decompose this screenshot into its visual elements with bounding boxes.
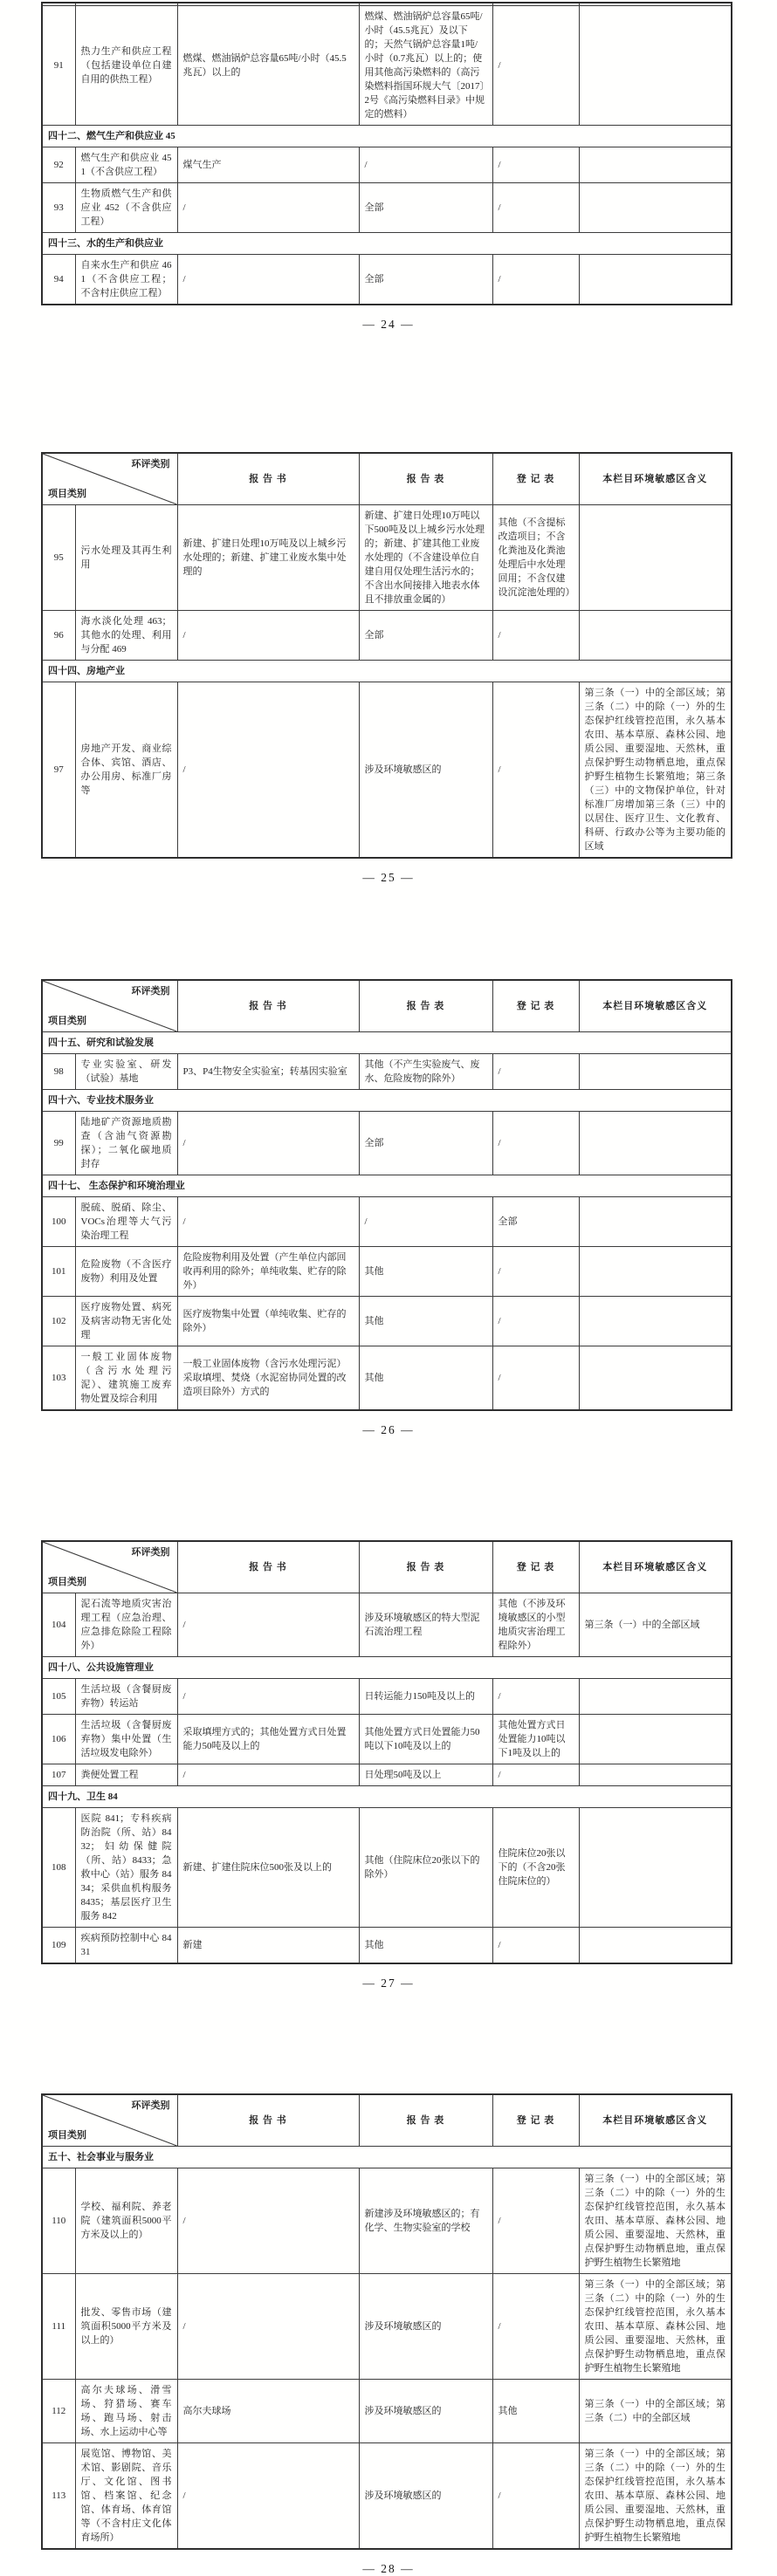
- header-registration-form: 登 记 表: [492, 453, 579, 505]
- cell-report-book: /: [177, 2168, 359, 2274]
- eia-classification-table: [41, 2093, 732, 2550]
- cell-registration-form: /: [492, 6, 579, 126]
- cell-report-form: 涉及环境敏感区的: [359, 2274, 492, 2380]
- cell-report-form: 其他: [359, 1928, 492, 1964]
- cell-project-category: 展览馆、博物馆、美术馆、影剧院、音乐厅、文化馆、图书馆、档案馆、纪念馆、体育场、体育馆等（不含村庄文化体育场所）: [75, 2443, 177, 2550]
- cell-registration-form: /: [492, 2168, 579, 2274]
- item-row: [42, 505, 732, 611]
- cell-report-form: 新建涉及环境敏感区的；有化学、生物实验室的学校: [359, 2168, 492, 2274]
- item-row: [42, 1197, 732, 1247]
- item-row: [42, 255, 732, 305]
- header-eia-category-label: 环评类别: [131, 986, 170, 997]
- page-26: [0, 979, 777, 1437]
- page-number: — 24 —: [362, 318, 415, 331]
- header-project-category-label: 项目类别: [48, 2130, 86, 2141]
- header-report-book: 报 告 书: [177, 980, 359, 1032]
- industry-section-row: [42, 1032, 732, 1054]
- cell-registration-form: /: [492, 2274, 579, 2380]
- cell-sensitive-area-meaning: 第三条（一）中的全部区域；第三条（二）中的除（一）外的生态保护红线管控范围，永久基本农田、基本草原、森林公园、地质公园、重要湿地、天然林，重点保护野生动物栖息地，重点保护野生植物生长繁殖地: [579, 2274, 732, 2380]
- cell-report-book: 危险废物利用及处置（产生单位内部回收再利用的除外；单纯收集、贮存的除外）: [177, 1247, 359, 1297]
- cell-report-book: /: [177, 183, 359, 233]
- cell-registration-form: /: [492, 682, 579, 859]
- cell-serial-number: 96: [42, 611, 75, 661]
- cell-report-form: 日转运能力150吨及以上的: [359, 1679, 492, 1715]
- industry-section-title: 四十五、研究和试验发展: [42, 1032, 732, 1054]
- cell-registration-form: /: [492, 1247, 579, 1297]
- item-row: [42, 147, 732, 183]
- cell-registration-form: 住院床位20张以下的（不含20张住院床位的）: [492, 1808, 579, 1928]
- cell-sensitive-area-meaning: [579, 1197, 732, 1247]
- cell-project-category: 疾病预防控制中心 8431: [75, 1928, 177, 1964]
- cell-report-form: 涉及环境敏感区的: [359, 2380, 492, 2443]
- cell-registration-form: /: [492, 1112, 579, 1175]
- cell-sensitive-area-meaning: 第三条（一）中的全部区域；第三条（二）中的除（一）外的生态保护红线管控范围，永久基本农田、基本草原、森林公园、地质公园、重要湿地、天然林，重点保护野生动物栖息地，重点保护野生植物生长繁殖地；第三条（三）中的文物保护单位，针对标准厂房增加第三条（三）中的以居住、医疗卫生、文化教育、科研、行政办公等为主要功能的区域: [579, 682, 732, 859]
- table-header-row: [42, 1541, 732, 1593]
- eia-classification-table: [41, 1540, 732, 1964]
- cell-report-form: 涉及环境敏感区的: [359, 2443, 492, 2550]
- cell-project-category: 危险废物（不含医疗废物）利用及处置: [75, 1247, 177, 1297]
- cell-sensitive-area-meaning: [579, 1715, 732, 1764]
- cell-serial-number: 94: [42, 255, 75, 305]
- cell-report-form: 全部: [359, 611, 492, 661]
- cell-report-form: /: [359, 1197, 492, 1247]
- industry-section-title: 四十四、房地产业: [42, 661, 732, 682]
- cell-serial-number: 105: [42, 1679, 75, 1715]
- cell-report-book: /: [177, 2274, 359, 2380]
- item-row: [42, 1247, 732, 1297]
- cell-report-form: 其他: [359, 1346, 492, 1411]
- header-report-form: 报 告 表: [359, 2094, 492, 2147]
- header-project-category-label: 项目类别: [48, 1577, 86, 1587]
- table-header-row: [42, 453, 732, 505]
- cell-serial-number: 103: [42, 1346, 75, 1411]
- scanned-document-canvas: [0, 2, 777, 2575]
- eia-classification-table: [41, 979, 732, 1411]
- cell-project-category: 医院 841；专科疾病防治院（所、站）8432；妇幼保健院（所、站）8433；急救中心（站）服务 8434；采供血机构服务 8435；基层医疗卫生服务 842: [75, 1808, 177, 1928]
- header-project-category-label: 项目类别: [48, 1016, 86, 1026]
- cell-project-category: 污水处理及其再生利用: [75, 505, 177, 611]
- cell-project-category: 粪便处置工程: [75, 1764, 177, 1786]
- cell-report-book: 新建、扩建日处理10万吨及以上城乡污水处理的；新建、扩建工业废水集中处理的: [177, 505, 359, 611]
- cell-report-book: 燃煤、燃油锅炉总容量65吨/小时（45.5兆瓦）以上的: [177, 6, 359, 126]
- industry-section-row: [42, 661, 732, 682]
- cell-serial-number: 95: [42, 505, 75, 611]
- cell-sensitive-area-meaning: [579, 1112, 732, 1175]
- cell-report-form: 其他处置方式日处置能力50吨以下10吨及以上的: [359, 1715, 492, 1764]
- cell-project-category: 医疗废物处置、病死及病害动物无害化处理: [75, 1297, 177, 1346]
- cell-report-form: 燃煤、燃油锅炉总容量65吨/小时（45.5兆瓦）及以下的；天然气锅炉总容量1吨/小时（0.7兆瓦）以上的；使用其他高污染燃料的（高污染燃料指国环规大气〔2017〕2号《高污染燃料目录》中规定的燃料）: [359, 6, 492, 126]
- cell-registration-form: /: [492, 1928, 579, 1964]
- cell-serial-number: 102: [42, 1297, 75, 1346]
- cell-project-category: 脱硫、脱硝、除尘、VOCs治理等大气污染治理工程: [75, 1197, 177, 1247]
- industry-section-row: [42, 1175, 732, 1197]
- cell-report-form: 全部: [359, 1112, 492, 1175]
- header-report-book: 报 告 书: [177, 1541, 359, 1593]
- cell-report-form: /: [359, 147, 492, 183]
- cell-report-form: 全部: [359, 255, 492, 305]
- item-row: [42, 6, 732, 126]
- cell-serial-number: 106: [42, 1715, 75, 1764]
- industry-section-row: [42, 1090, 732, 1112]
- cell-sensitive-area-meaning: [579, 1247, 732, 1297]
- cell-report-book: 一般工业固体废物（含污水处理污泥）采取填埋、焚烧（水泥窑协同处置的改造项目除外）方式的: [177, 1346, 359, 1411]
- industry-section-row: [42, 233, 732, 255]
- cell-registration-form: /: [492, 611, 579, 661]
- cell-report-form: 其他: [359, 1247, 492, 1297]
- item-row: [42, 1297, 732, 1346]
- cell-sensitive-area-meaning: [579, 1764, 732, 1786]
- cell-registration-form: /: [492, 1764, 579, 1786]
- header-diagonal-cell: [42, 1541, 177, 1593]
- header-eia-category-label: 环评类别: [131, 2100, 170, 2111]
- cell-serial-number: 93: [42, 183, 75, 233]
- item-row: [42, 1928, 732, 1964]
- cell-serial-number: 104: [42, 1593, 75, 1657]
- header-registration-form: 登 记 表: [492, 980, 579, 1032]
- cell-project-category: 学校、福利院、养老院（建筑面积5000平方米及以上的）: [75, 2168, 177, 2274]
- cell-report-form: 其他（住院床位20张以下的除外）: [359, 1808, 492, 1928]
- cell-serial-number: 101: [42, 1247, 75, 1297]
- cell-registration-form: /: [492, 1054, 579, 1090]
- cell-sensitive-area-meaning: [579, 255, 732, 305]
- cell-serial-number: 113: [42, 2443, 75, 2550]
- header-eia-category-label: 环评类别: [131, 1547, 170, 1558]
- cell-report-book: /: [177, 611, 359, 661]
- cell-sensitive-area-meaning: 第三条（一）中的全部区域: [579, 1593, 732, 1657]
- cell-registration-form: /: [492, 1297, 579, 1346]
- industry-section-row: [42, 1657, 732, 1679]
- industry-section-title: 四十三、水的生产和供应业: [42, 233, 732, 255]
- industry-section-row: [42, 126, 732, 147]
- header-diagonal-cell: [42, 453, 177, 505]
- header-report-book: 报 告 书: [177, 453, 359, 505]
- cell-sensitive-area-meaning: [579, 505, 732, 611]
- industry-section-title: 五十、社会事业与服务业: [42, 2147, 732, 2168]
- header-report-book: 报 告 书: [177, 2094, 359, 2147]
- cell-project-category: 海水淡化处理 463；其他水的处理、利用与分配 469: [75, 611, 177, 661]
- page-24: [0, 2, 777, 332]
- cell-serial-number: 112: [42, 2380, 75, 2443]
- header-diagonal-cell: [42, 980, 177, 1032]
- cell-sensitive-area-meaning: 第三条（一）中的全部区域；第三条（二）中的除（一）外的生态保护红线管控范围，永久基本农田、基本草原、森林公园、地质公园、重要湿地、天然林，重点保护野生动物栖息地，重点保护野生植物生长繁殖地: [579, 2443, 732, 2550]
- industry-section-row: [42, 1786, 732, 1808]
- item-row: [42, 1679, 732, 1715]
- cell-project-category: 一般工业固体废物（含污水处理污泥）、建筑施工废弃物处置及综合利用: [75, 1346, 177, 1411]
- cell-project-category: 房地产开发、商业综合体、宾馆、酒店、办公用房、标准厂房等: [75, 682, 177, 859]
- cell-sensitive-area-meaning: [579, 6, 732, 126]
- cell-sensitive-area-meaning: [579, 1679, 732, 1715]
- cell-registration-form: 其他（不涉及环境敏感区的小型地质灾害治理工程除外）: [492, 1593, 579, 1657]
- page-25: [0, 452, 777, 885]
- header-sensitive-area-meaning: 本栏目环境敏感区含义: [579, 1541, 732, 1593]
- cell-project-category: 陆地矿产资源地质勘查（含油气资源勘探）；二氧化碳地质封存: [75, 1112, 177, 1175]
- item-row: [42, 2274, 732, 2380]
- item-row: [42, 1112, 732, 1175]
- cell-project-category: 生活垃圾（含餐厨废弃物）转运站: [75, 1679, 177, 1715]
- cell-sensitive-area-meaning: [579, 611, 732, 661]
- industry-section-title: 四十八、公共设施管理业: [42, 1657, 732, 1679]
- cell-project-category: 高尔夫球场、滑雪场、狩猎场、赛车场、跑马场、射击场、水上运动中心等: [75, 2380, 177, 2443]
- cell-sensitive-area-meaning: 第三条（一）中的全部区域；第三条（二）中的除（一）外的生态保护红线管控范围，永久基本农田、基本草原、森林公园、地质公园、重要湿地、天然林，重点保护野生动物栖息地，重点保护野生植物生长繁殖地: [579, 2168, 732, 2274]
- cell-registration-form: 其他处置方式日处置能力10吨以下1吨及以上的: [492, 1715, 579, 1764]
- eia-classification-table: [41, 2, 732, 305]
- item-row: [42, 183, 732, 233]
- cell-registration-form: /: [492, 255, 579, 305]
- table-header-row: [42, 980, 732, 1032]
- cell-sensitive-area-meaning: [579, 1054, 732, 1090]
- cell-report-book: /: [177, 1679, 359, 1715]
- header-project-category-label: 项目类别: [48, 489, 86, 499]
- cell-report-form: 其他（不产生实验废气、废水、危险废物的除外）: [359, 1054, 492, 1090]
- industry-section-title: 四十九、卫生 84: [42, 1786, 732, 1808]
- industry-section-title: 四十七、 生态保护和环境治理业: [42, 1175, 732, 1197]
- cell-sensitive-area-meaning: [579, 147, 732, 183]
- item-row: [42, 682, 732, 859]
- cell-sensitive-area-meaning: [579, 1297, 732, 1346]
- header-eia-category-label: 环评类别: [131, 459, 170, 469]
- cell-report-book: 新建: [177, 1928, 359, 1964]
- item-row: [42, 1808, 732, 1928]
- cell-report-book: 医疗废物集中处置（单纯收集、贮存的除外）: [177, 1297, 359, 1346]
- cell-registration-form: /: [492, 1346, 579, 1411]
- header-registration-form: 登 记 表: [492, 2094, 579, 2147]
- item-row: [42, 1593, 732, 1657]
- cell-registration-form: /: [492, 147, 579, 183]
- header-sensitive-area-meaning: 本栏目环境敏感区含义: [579, 980, 732, 1032]
- cell-sensitive-area-meaning: [579, 1346, 732, 1411]
- page-number: — 25 —: [362, 871, 415, 884]
- cell-serial-number: 97: [42, 682, 75, 859]
- item-row: [42, 1715, 732, 1764]
- header-report-form: 报 告 表: [359, 453, 492, 505]
- cell-project-category: 自来水生产和供应 461（不含供应工程；不含村庄供应工程）: [75, 255, 177, 305]
- cell-serial-number: 100: [42, 1197, 75, 1247]
- cell-report-book: /: [177, 2443, 359, 2550]
- cell-report-form: 全部: [359, 183, 492, 233]
- cell-report-form: 其他: [359, 1297, 492, 1346]
- cell-report-book: 新建、扩建住院床位500张及以上的: [177, 1808, 359, 1928]
- header-report-form: 报 告 表: [359, 980, 492, 1032]
- page-number: — 26 —: [362, 1423, 415, 1436]
- industry-section-row: [42, 2147, 732, 2168]
- cell-report-book: P3、P4生物安全实验室；转基因实验室: [177, 1054, 359, 1090]
- cell-sensitive-area-meaning: 第三条（一）中的全部区域；第三条（二）中的全部区域: [579, 2380, 732, 2443]
- page-28: [0, 2093, 777, 2576]
- cell-report-book: /: [177, 1764, 359, 1786]
- cell-project-category: 泥石流等地质灾害治理工程（应急治理、应急排危除险工程除外）: [75, 1593, 177, 1657]
- cell-report-form: 涉及环境敏感区的特大型泥石流治理工程: [359, 1593, 492, 1657]
- cell-report-book: 高尔夫球场: [177, 2380, 359, 2443]
- page-number: — 28 —: [362, 2562, 415, 2575]
- cell-serial-number: 109: [42, 1928, 75, 1964]
- header-report-form: 报 告 表: [359, 1541, 492, 1593]
- header-registration-form: 登 记 表: [492, 1541, 579, 1593]
- cell-project-category: 批发、零售市场（建筑面积5000平方米及以上的）: [75, 2274, 177, 2380]
- industry-section-title: 四十六、专业技术服务业: [42, 1090, 732, 1112]
- item-row: [42, 1764, 732, 1786]
- item-row: [42, 611, 732, 661]
- cell-sensitive-area-meaning: [579, 183, 732, 233]
- cell-registration-form: /: [492, 183, 579, 233]
- cell-serial-number: 98: [42, 1054, 75, 1090]
- cell-registration-form: 其他（不含提标改造项目；不含化粪池及化粪池处理后中水处理回用；不含仅建设沉淀池处理的）: [492, 505, 579, 611]
- item-row: [42, 2443, 732, 2550]
- cell-serial-number: 99: [42, 1112, 75, 1175]
- cell-report-book: /: [177, 682, 359, 859]
- cell-project-category: 生活垃圾（含餐厨废弃物）集中处置（生活垃圾发电除外）: [75, 1715, 177, 1764]
- item-row: [42, 2168, 732, 2274]
- item-row: [42, 1346, 732, 1411]
- header-diagonal-cell: [42, 2094, 177, 2147]
- cell-registration-form: /: [492, 2443, 579, 2550]
- cell-registration-form: 全部: [492, 1197, 579, 1247]
- cell-serial-number: 91: [42, 6, 75, 126]
- cell-project-category: 专业实验室、研发（试验）基地: [75, 1054, 177, 1090]
- cell-report-book: 煤气生产: [177, 147, 359, 183]
- cell-registration-form: /: [492, 1679, 579, 1715]
- cell-serial-number: 108: [42, 1808, 75, 1928]
- page-27: [0, 1540, 777, 1990]
- eia-classification-table: [41, 452, 732, 859]
- cell-project-category: 生物质燃气生产和供应业 452（不含供应工程）: [75, 183, 177, 233]
- item-row: [42, 1054, 732, 1090]
- cell-report-book: /: [177, 1197, 359, 1247]
- cell-sensitive-area-meaning: [579, 1808, 732, 1928]
- cell-serial-number: 107: [42, 1764, 75, 1786]
- cell-report-form: 新建、扩建日处理10万吨以下500吨及以上城乡污水处理的；新建、扩建其他工业废水处理的（不含建设单位自建自用仅处理生活污水的；不含出水间接排入地表水体且不排放重金属的）: [359, 505, 492, 611]
- cell-project-category: 燃气生产和供应业 451（不含供应工程）: [75, 147, 177, 183]
- cell-registration-form: 其他: [492, 2380, 579, 2443]
- industry-section-title: 四十二、燃气生产和供应业 45: [42, 126, 732, 147]
- cell-serial-number: 111: [42, 2274, 75, 2380]
- cell-report-book: /: [177, 1593, 359, 1657]
- cell-report-book: 采取填埋方式的；其他处置方式日处置能力50吨及以上的: [177, 1715, 359, 1764]
- cell-serial-number: 92: [42, 147, 75, 183]
- cell-project-category: 热力生产和供应工程（包括建设单位自建自用的供热工程）: [75, 6, 177, 126]
- page-number: — 27 —: [362, 1977, 415, 1990]
- cell-sensitive-area-meaning: [579, 1928, 732, 1964]
- table-header-row: [42, 2094, 732, 2147]
- item-row: [42, 2380, 732, 2443]
- cell-report-book: /: [177, 1112, 359, 1175]
- cell-report-form: 涉及环境敏感区的: [359, 682, 492, 859]
- cell-serial-number: 110: [42, 2168, 75, 2274]
- cell-report-form: 日处理50吨及以上: [359, 1764, 492, 1786]
- header-sensitive-area-meaning: 本栏目环境敏感区含义: [579, 453, 732, 505]
- cell-report-book: /: [177, 255, 359, 305]
- header-sensitive-area-meaning: 本栏目环境敏感区含义: [579, 2094, 732, 2147]
